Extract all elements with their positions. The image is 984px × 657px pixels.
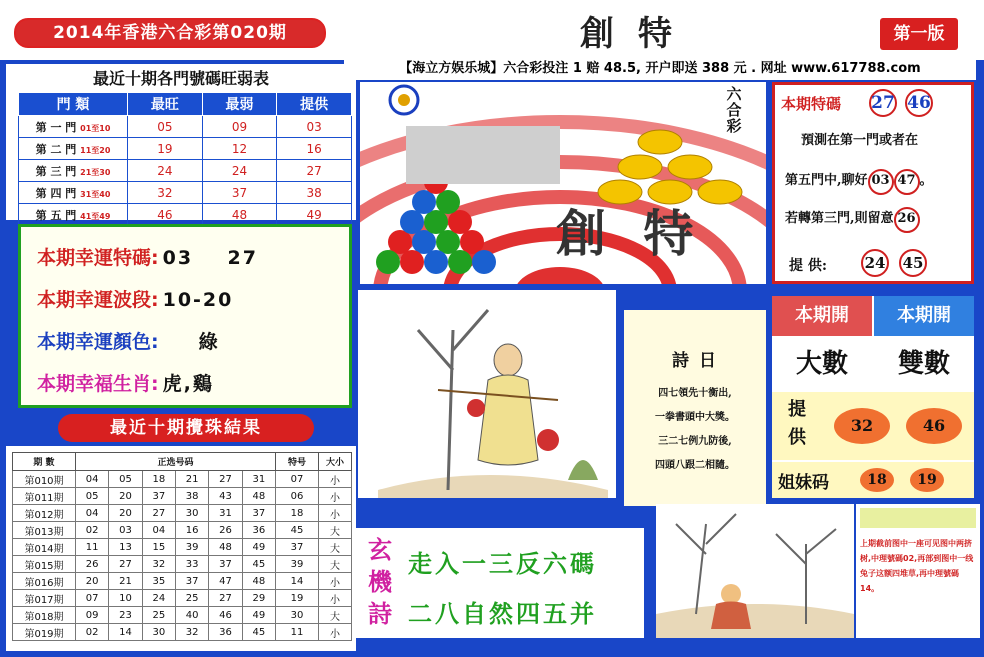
result-number: 21 xyxy=(175,471,208,488)
gate-row xyxy=(19,138,352,160)
result-number: 13 xyxy=(109,539,142,556)
results-table xyxy=(12,452,352,641)
gate-min: 48 xyxy=(202,204,277,226)
result-special: 39 xyxy=(276,556,319,573)
col-header: 最旺 xyxy=(128,93,203,116)
gate-table-title: 最近十期各門號碼旺弱表 xyxy=(92,69,269,88)
result-number: 21 xyxy=(109,573,142,590)
gate-offer: 03 xyxy=(277,116,352,138)
gate-name: 第 五 門 41至49 xyxy=(19,204,128,226)
result-special: 30 xyxy=(276,607,319,624)
poem-line: 三二七例九防後, xyxy=(658,436,732,447)
result-size: 小 xyxy=(319,573,352,590)
lucky-zodiac-value: 虎,鷄 xyxy=(162,373,214,395)
gate-max: 05 xyxy=(128,116,203,138)
liuhecai-vertical-text: 六合彩 xyxy=(726,85,742,135)
poem-line: 四七領先十衡出, xyxy=(658,388,732,399)
lucky-band-row xyxy=(37,283,347,317)
logo-circle-icon xyxy=(390,86,418,114)
lucky-color-row xyxy=(37,325,347,359)
col-header: 期 數 xyxy=(13,453,76,471)
sister-num-2: 19 xyxy=(910,468,944,492)
gate-max: 19 xyxy=(128,138,203,160)
prediction-line-3a: 若轉第三門,則留意 xyxy=(785,211,894,226)
result-number: 48 xyxy=(242,488,275,505)
result-number: 45 xyxy=(242,556,275,573)
lucky-zodiac-label: 本期幸福生肖: xyxy=(37,373,159,395)
farmer-illustration xyxy=(656,504,854,638)
result-special: 18 xyxy=(276,505,319,522)
result-number: 37 xyxy=(175,573,208,590)
result-number: 26 xyxy=(209,522,242,539)
result-number: 32 xyxy=(142,556,175,573)
result-number: 20 xyxy=(109,505,142,522)
result-number: 30 xyxy=(142,624,175,641)
result-number: 23 xyxy=(109,607,142,624)
lucky-color-label: 本期幸運顏色: xyxy=(37,331,159,353)
result-number: 05 xyxy=(76,488,109,505)
gate-max: 32 xyxy=(128,182,203,204)
result-row xyxy=(13,607,352,624)
gate-row xyxy=(19,182,352,204)
gate-name: 第 一 門 01至10 xyxy=(19,116,128,138)
lucky-panel xyxy=(18,224,352,408)
gate-offer: 38 xyxy=(277,182,352,204)
result-number: 15 xyxy=(142,539,175,556)
lucky-special-label: 本期幸運特碼: xyxy=(37,247,159,269)
result-number: 29 xyxy=(242,590,275,607)
result-number: 27 xyxy=(142,505,175,522)
gate-min: 37 xyxy=(202,182,277,204)
result-number: 31 xyxy=(242,471,275,488)
result-size: 小 xyxy=(319,624,352,641)
results-panel xyxy=(6,446,356,651)
result-number: 46 xyxy=(209,607,242,624)
result-period: 第019期 xyxy=(13,624,76,641)
result-row xyxy=(13,488,352,505)
prediction-line-2a: 第五門中,聊好 xyxy=(785,173,868,188)
gate-table-header xyxy=(19,93,352,116)
gate-min: 12 xyxy=(202,138,277,160)
result-number: 02 xyxy=(76,624,109,641)
prediction-num-1: 27 xyxy=(869,89,897,117)
logo-placeholder xyxy=(406,126,560,184)
sister-label: 姐妹码 xyxy=(778,473,829,493)
result-number: 07 xyxy=(76,590,109,607)
result-size: 大 xyxy=(319,607,352,624)
note-text: 上期截前图中一座可见图中两挤树,中理號碼02,再部到图中一线兔子这额四堆草,再中理號碼14。 xyxy=(860,539,974,593)
result-special: 14 xyxy=(276,573,319,590)
result-number: 11 xyxy=(76,539,109,556)
result-number: 40 xyxy=(175,607,208,624)
result-row xyxy=(13,624,352,641)
lucky-zodiac-row xyxy=(37,367,347,401)
poem-line: 一拳書頭中大獎。 xyxy=(655,412,735,423)
result-size: 大 xyxy=(319,539,352,556)
result-number: 26 xyxy=(76,556,109,573)
lucky-special-row xyxy=(37,241,347,275)
result-number: 49 xyxy=(242,607,275,624)
result-number: 09 xyxy=(76,607,109,624)
result-number: 36 xyxy=(242,522,275,539)
gate-row xyxy=(19,160,352,182)
result-special: 45 xyxy=(276,522,319,539)
result-number: 25 xyxy=(175,590,208,607)
even-number-label: 雙數 xyxy=(897,349,950,379)
xuanji-panel xyxy=(356,528,644,638)
lucky-special-value: 03 27 xyxy=(162,247,258,269)
result-number: 04 xyxy=(76,471,109,488)
this-period-header-1: 本期開 xyxy=(772,296,872,336)
result-number: 49 xyxy=(242,539,275,556)
gate-min: 09 xyxy=(202,116,277,138)
prediction-line-2 xyxy=(785,169,933,195)
lucky-band-value: 10-20 xyxy=(162,289,234,311)
prediction-offer-label: 提 供: xyxy=(789,258,828,274)
gate-row xyxy=(19,116,352,138)
result-number: 10 xyxy=(109,590,142,607)
result-number: 20 xyxy=(76,573,109,590)
result-period: 第012期 xyxy=(13,505,76,522)
result-number: 38 xyxy=(175,488,208,505)
result-number: 33 xyxy=(175,556,208,573)
result-number: 02 xyxy=(76,522,109,539)
big-number-label: 大數 xyxy=(795,349,848,379)
gate-name: 第 四 門 31至40 xyxy=(19,182,128,204)
result-row xyxy=(13,590,352,607)
result-number: 35 xyxy=(142,573,175,590)
result-number: 32 xyxy=(175,624,208,641)
result-number: 24 xyxy=(142,590,175,607)
result-period: 第015期 xyxy=(13,556,76,573)
this-period-header-2: 本期開 xyxy=(874,296,974,336)
result-row xyxy=(13,573,352,590)
prediction-line-2b: 。 xyxy=(919,173,933,188)
xuanji-line-1: 走入一三反六碼 xyxy=(408,549,597,578)
gate-table-panel xyxy=(6,64,356,220)
result-number: 31 xyxy=(209,505,242,522)
result-size: 小 xyxy=(319,505,352,522)
result-number: 14 xyxy=(109,624,142,641)
result-number: 47 xyxy=(209,573,242,590)
result-period: 第010期 xyxy=(13,471,76,488)
sister-num-1: 18 xyxy=(860,468,894,492)
result-row xyxy=(13,539,352,556)
result-special: 06 xyxy=(276,488,319,505)
lucky-color-value: 綠 xyxy=(198,331,220,353)
gate-name: 第 二 門 11至20 xyxy=(19,138,128,160)
scholar-illustration xyxy=(358,290,616,498)
result-period: 第013期 xyxy=(13,522,76,539)
prediction-num-6: 24 xyxy=(861,249,889,277)
result-period: 第014期 xyxy=(13,539,76,556)
result-size: 小 xyxy=(319,590,352,607)
result-number: 37 xyxy=(142,488,175,505)
result-number: 20 xyxy=(109,488,142,505)
main-title: 創特 xyxy=(580,14,696,54)
results-header xyxy=(13,453,352,471)
result-size: 大 xyxy=(319,522,352,539)
result-special: 37 xyxy=(276,539,319,556)
results-title-bar: 最近十期攪珠結果 xyxy=(58,414,314,442)
numbers-panel xyxy=(772,296,974,498)
col-header: 門 類 xyxy=(19,93,128,116)
result-size: 小 xyxy=(319,471,352,488)
scholar-figure-icon xyxy=(358,290,616,498)
poem-line: 四頭八跟二相隨。 xyxy=(655,460,735,471)
result-number: 16 xyxy=(175,522,208,539)
result-number: 04 xyxy=(142,522,175,539)
poem-scroll xyxy=(624,310,766,506)
prediction-num-7: 45 xyxy=(899,249,927,277)
result-number: 45 xyxy=(242,624,275,641)
farmer-figure-icon xyxy=(656,504,854,638)
issue-label: 2014年香港六合彩第020期 xyxy=(14,18,326,48)
lottery-balls-icon xyxy=(376,170,496,274)
result-special: 07 xyxy=(276,471,319,488)
result-number: 37 xyxy=(242,505,275,522)
result-number: 03 xyxy=(109,522,142,539)
result-number: 27 xyxy=(209,471,242,488)
result-period: 第018期 xyxy=(13,607,76,624)
result-row xyxy=(13,522,352,539)
result-period: 第011期 xyxy=(13,488,76,505)
gate-min: 24 xyxy=(202,160,277,182)
poem-lines xyxy=(624,382,766,478)
result-number: 48 xyxy=(242,573,275,590)
prediction-num-3: 03 xyxy=(868,169,894,195)
result-special: 19 xyxy=(276,590,319,607)
prediction-line-1: 預測在第一門或者在 xyxy=(801,133,919,148)
gate-table xyxy=(18,92,352,226)
col-header: 最弱 xyxy=(202,93,277,116)
col-header: 大小 xyxy=(319,453,352,471)
chuangte-big-text: 創 特 xyxy=(556,204,704,263)
result-size: 大 xyxy=(319,556,352,573)
prediction-num-2: 46 xyxy=(905,89,933,117)
offer-num-2: 46 xyxy=(906,408,962,444)
result-number: 48 xyxy=(209,539,242,556)
result-row xyxy=(13,556,352,573)
offer-label: 提供 xyxy=(788,399,806,448)
gate-offer: 49 xyxy=(277,204,352,226)
col-header: 提供 xyxy=(277,93,352,116)
col-header: 特号 xyxy=(276,453,319,471)
result-number: 30 xyxy=(175,505,208,522)
offer-num-1: 32 xyxy=(834,408,890,444)
result-size: 小 xyxy=(319,488,352,505)
result-row xyxy=(13,505,352,522)
result-number: 05 xyxy=(109,471,142,488)
gate-max: 24 xyxy=(128,160,203,182)
gate-max: 46 xyxy=(128,204,203,226)
result-number: 37 xyxy=(209,556,242,573)
result-special: 11 xyxy=(276,624,319,641)
col-header: 正选号码 xyxy=(76,453,276,471)
gate-offer: 27 xyxy=(277,160,352,182)
result-number: 04 xyxy=(76,505,109,522)
result-number: 39 xyxy=(175,539,208,556)
prediction-label: 本期特碼 xyxy=(781,95,842,113)
xuanji-label: 玄機詩 xyxy=(368,535,392,628)
prediction-panel xyxy=(772,82,974,284)
lucky-band-label: 本期幸運波段: xyxy=(37,289,159,311)
gate-name: 第 三 門 21至30 xyxy=(19,160,128,182)
result-row xyxy=(13,471,352,488)
prediction-line-3 xyxy=(785,207,920,233)
note-thumbnail xyxy=(860,508,976,528)
previous-note-panel xyxy=(856,504,980,638)
header-bar xyxy=(0,0,984,60)
result-number: 25 xyxy=(142,607,175,624)
prediction-num-5: 26 xyxy=(894,207,920,233)
result-number: 18 xyxy=(142,471,175,488)
result-number: 27 xyxy=(109,556,142,573)
edition-badge: 第一版 xyxy=(880,18,958,50)
prediction-num-4: 47 xyxy=(894,169,920,195)
poem-title: 詩 日 xyxy=(672,351,718,371)
result-number: 36 xyxy=(209,624,242,641)
gate-offer: 16 xyxy=(277,138,352,160)
result-period: 第016期 xyxy=(13,573,76,590)
ad-banner[interactable]: 【海立方娱乐城】六合彩投注 1 赔 48.5, 开户即送 388 元 . 网址 www.617788.com xyxy=(344,58,976,80)
result-number: 43 xyxy=(209,488,242,505)
gate-row xyxy=(19,204,352,226)
result-number: 27 xyxy=(209,590,242,607)
result-period: 第017期 xyxy=(13,590,76,607)
xuanji-line-2: 二八自然四五并 xyxy=(408,599,597,628)
